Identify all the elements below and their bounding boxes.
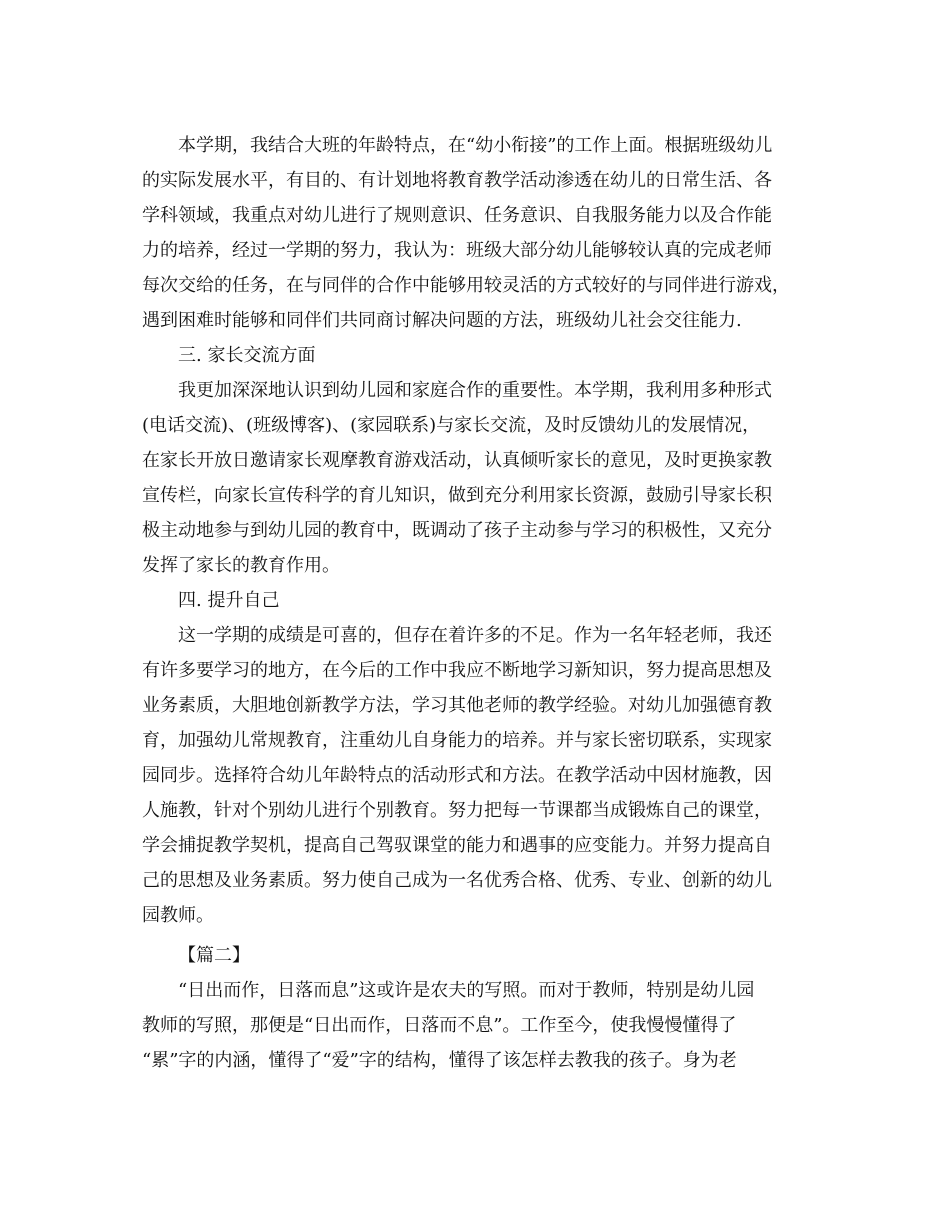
paragraph-line: 有许多要学习的地方，在今后的工作中我应不断地学习新知识，努力提高思想及 <box>142 660 772 681</box>
paragraph-line: 园同步。选择符合幼儿年龄特点的活动形式和方法。在教学活动中因材施教，因 <box>142 765 772 786</box>
paragraph-line: 教师的写照，那便是“日出而作，日落而不息”。工作至今，使我慢慢懂得了 <box>142 1015 737 1036</box>
paragraph-line: 在家长开放日邀请家长观摩教育游戏活动，认真倾听家长的意见，及时更换家教 <box>142 450 772 471</box>
paragraph-line: 人施教，针对个别幼儿进行个别教育。努力把每一节课都当成锻炼自己的课堂， <box>142 800 772 821</box>
paragraph-line: “累”字的内涵，懂得了“爱”字的结构，懂得了该怎样去教我的孩子。身为老 <box>142 1050 737 1071</box>
paragraph-line: 学科领域，我重点对幼儿进行了规则意识、任务意识、自我服务能力以及合作能 <box>142 205 772 226</box>
paragraph-line: 己的思想及业务素质。努力使自己成为一名优秀合格、优秀、专业、创新的幼儿 <box>142 870 772 891</box>
paragraph-line: 遇到困难时能够和同伴们共同商讨解决问题的方法，班级幼儿社会交往能力. <box>142 310 742 331</box>
paragraph-line: 每次交给的任务，在与同伴的合作中能够用较灵活的方式较好的与同伴进行游戏， <box>142 275 790 296</box>
paragraph-first-line: “日出而作，日落而息”这或许是农夫的写照。而对于教师，特别是幼儿园 <box>178 980 755 1001</box>
paragraph-line: 学会捕捉教学契机，提高自己驾驭课堂的能力和遇事的应变能力。并努力提高自 <box>142 835 772 856</box>
paragraph-line: 力的培养，经过一学期的努力，我认为：班级大部分幼儿能够较认真的完成老师 <box>142 240 772 261</box>
paragraph-line: 极主动地参与到幼儿园的教育中，既调动了孩子主动参与学习的积极性，又充分 <box>142 520 772 541</box>
paragraph-first-line: 三. 家长交流方面 <box>178 345 316 366</box>
paragraph-first-line: 【篇二】 <box>178 945 250 966</box>
paragraph-line: 发挥了家长的教育作用。 <box>142 555 340 576</box>
paragraph-first-line: 本学期，我结合大班的年龄特点，在“幼小衔接”的工作上面。根据班级幼儿 <box>178 135 773 156</box>
paragraph-line: 业务素质，大胆地创新教学方法，学习其他老师的教学经验。对幼儿加强德育教 <box>142 695 772 716</box>
paragraph-line: 的实际发展水平，有目的、有计划地将教育教学活动渗透在幼儿的日常生活、各 <box>142 170 772 191</box>
paragraph-line: 宣传栏，向家长宣传科学的育儿知识，做到充分利用家长资源，鼓励引导家长积 <box>142 485 772 506</box>
paragraph-line: 园教师。 <box>142 905 214 926</box>
paragraph-first-line: 这一学期的成绩是可喜的，但存在着许多的不足。作为一名年轻老师，我还 <box>178 625 772 646</box>
paragraph-line: (电话交流)、(班级博客)、(家园联系)与家长交流，及时反馈幼儿的发展情况， <box>142 415 761 436</box>
document-body <box>142 128 808 1078</box>
paragraph-first-line: 四. 提升自己 <box>178 590 280 611</box>
paragraph-line: 育，加强幼儿常规教育，注重幼儿自身能力的培养。并与家长密切联系，实现家 <box>142 730 772 751</box>
paragraph-first-line: 我更加深深地认识到幼儿园和家庭合作的重要性。本学期，我利用多种形式 <box>178 380 772 401</box>
